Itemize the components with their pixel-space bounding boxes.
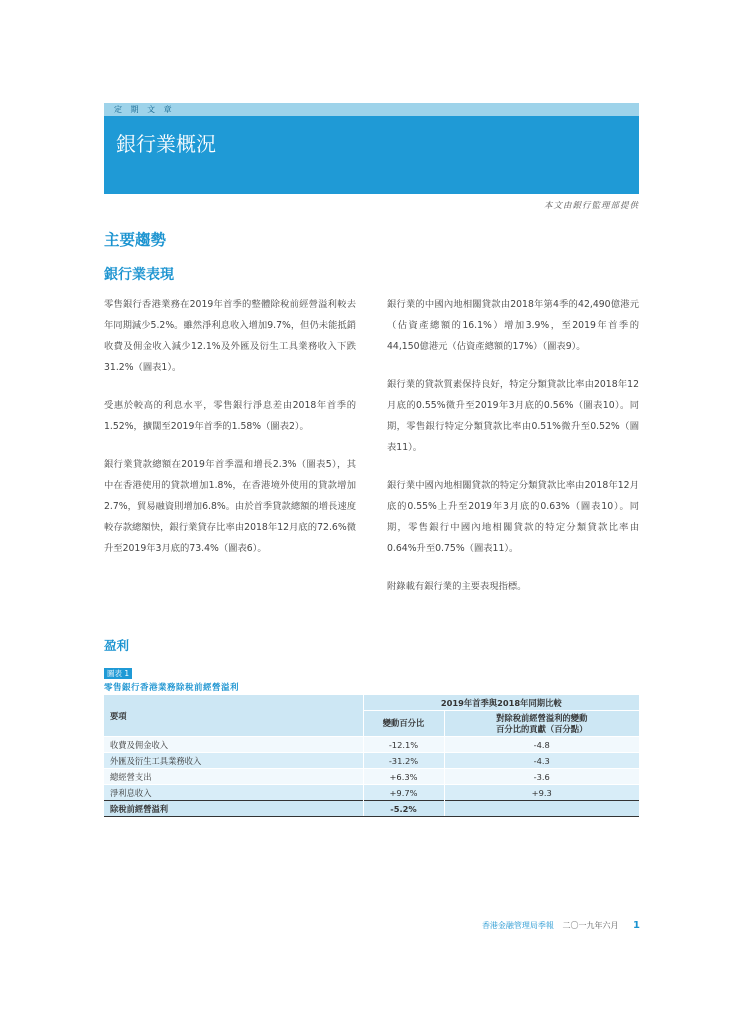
page-footer [482, 920, 640, 931]
row-change: +6.3% [363, 769, 444, 785]
section-tag [104, 103, 639, 116]
row-item: 外匯及衍生工具業務收入 [104, 753, 363, 769]
author-credit: 本文由銀行監理部提供 [543, 201, 639, 211]
total-change: -5.2% [363, 801, 444, 817]
left-text-column [104, 294, 356, 576]
row-item: 總經營支出 [104, 769, 363, 785]
paragraph: 受惠於較高的利息水平，零售銀行淨息差由2018年首季的1.52%，擴闊至2019年首季的1.58%（圖表2）。 [104, 400, 356, 432]
page-title: 銀行業概況 [116, 132, 216, 156]
table-row [104, 737, 639, 753]
row-contribution: +9.3 [444, 785, 639, 801]
title-banner [104, 116, 639, 194]
footer-publication: 香港金融管理局季報 [481, 921, 554, 930]
table-row [104, 769, 639, 785]
table-total-row [104, 801, 639, 817]
section-heading-banking-performance: 銀行業表現 [104, 267, 174, 283]
chart-title: 零售銀行香港業務除稅前經營溢利 [104, 683, 240, 693]
paragraph: 銀行業中國內地相關貸款的特定分類貸款比率由2018年12月底的0.55%上升至2019年3月底的0.63%（圖表10）。同期，零售銀行中國內地相關貸款的特定分類貸款比率由0.64%升至0.75%（圖表11）。 [387, 480, 639, 554]
table-header-contribution-line2: 百分比的貢獻（百分點） [496, 723, 588, 734]
table-row [104, 753, 639, 769]
row-contribution: -4.8 [444, 737, 639, 753]
row-contribution: -4.3 [444, 753, 639, 769]
total-contribution [444, 801, 639, 817]
section-tag-label: 定 期 文 章 [114, 105, 175, 114]
table-header-contribution [444, 711, 639, 737]
row-change: +9.7% [363, 785, 444, 801]
row-item: 淨利息收入 [104, 785, 363, 801]
table-header-group: 2019年首季與2018年同期比較 [363, 695, 639, 711]
section-heading-main-trends: 主要趨勢 [104, 231, 167, 249]
page-number: 1 [633, 920, 640, 931]
table-row [104, 785, 639, 801]
row-change: -12.1% [363, 737, 444, 753]
right-text-column [387, 294, 639, 614]
section-heading-profitability: 盈利 [104, 638, 130, 653]
paragraph: 銀行業的中國內地相關貸款由2018年第4季的42,490億港元（佔資產總額的16.1%）增加3.9%，至2019年首季的44,150億港元（佔資產總額的17%）（圖表9）。 [387, 299, 639, 352]
paragraph: 附錄載有銀行業的主要表現指標。 [387, 581, 527, 592]
footer-date: 二〇一九年六月 [562, 921, 619, 930]
paragraph: 零售銀行香港業務在2019年首季的整體除稅前經營溢利較去年同期減少5.2%。雖然淨利息收入增加9.7%，但仍未能抵銷收費及佣金收入減少12.1%及外匯及衍生工具業務收入下跌31.2%（圖表1）。 [104, 299, 356, 373]
chart-badge: 圖表 1 [104, 668, 132, 679]
row-change: -31.2% [363, 753, 444, 769]
total-item: 除稅前經營溢利 [104, 801, 363, 817]
row-item: 收費及佣金收入 [104, 737, 363, 753]
table-header-change: 變動百分比 [363, 711, 444, 737]
table-header-item: 要項 [104, 695, 363, 737]
row-contribution: -3.6 [444, 769, 639, 785]
paragraph: 銀行業貸款總額在2019年首季溫和增長2.3%（圖表5），其中在香港使用的貸款增加1.8%，在香港境外使用的貸款增加2.7%，貿易融資則增加6.8%。由於首季貸款總額的增長速度較存款總額快，銀行業貸存比率由2018年12月底的72.6%微升至2019年3月底的73.4%（圖表6）。 [104, 459, 356, 554]
paragraph: 銀行業的貸款質素保持良好，特定分類貸款比率由2018年12月底的0.55%微升至2019年3月底的0.56%（圖表10）。同期，零售銀行特定分類貸款比率由0.51%微升至0.52%（圖表11）。 [387, 379, 639, 453]
profit-table [104, 695, 639, 817]
table-header-contribution-line1: 對除稅前經營溢利的變動 [496, 712, 588, 723]
